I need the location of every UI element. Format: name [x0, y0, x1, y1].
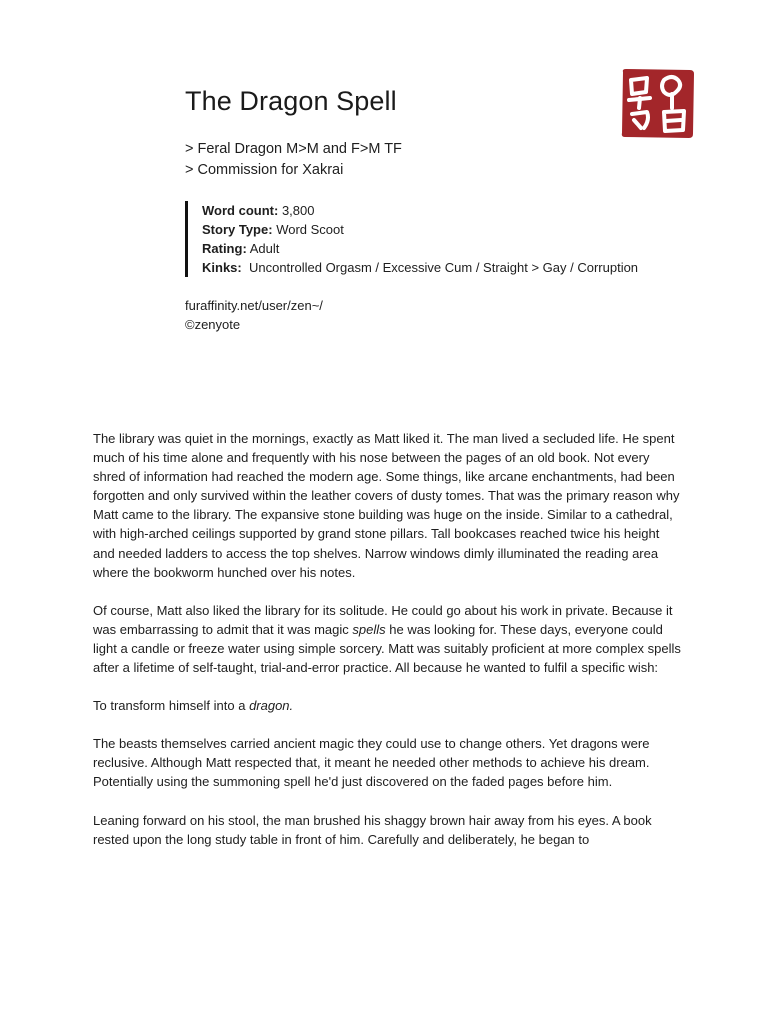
story-type-row	[202, 220, 638, 239]
paragraph-2-text-b: he was looking for. These days, everyone could light a candle or freeze water using simple sorcery. Matt was suitably proficient at more complex spells after a lifetime of self-taught, trial-and-error practice. All because he wanted to fulfil a specific wish:	[93, 621, 681, 676]
word-count-label: Word count:	[202, 203, 279, 218]
paragraph-3	[93, 696, 683, 715]
paragraph-3-emphasis: dragon.	[249, 698, 294, 714]
page-title: The Dragon Spell	[185, 86, 397, 116]
rating-label: Rating:	[202, 241, 247, 256]
paragraph-3-text: To transform himself into a	[93, 698, 250, 714]
kinks-row	[202, 258, 638, 277]
copyright-notice: ©zenyote	[185, 317, 241, 332]
kinks-label: Kinks:	[202, 260, 242, 275]
rating-row	[202, 239, 638, 258]
subtitle-line-1: > Feral Dragon M>M and F>M TF	[185, 141, 402, 157]
paragraph-5: Leaning forward on his stool, the man brushed his shaggy brown hair away from his eyes. A book rested upon the long study table in front of him. Carefully and deliberately, he began to	[93, 812, 652, 847]
story-body	[93, 429, 683, 868]
story-type-value: Word Scoot	[276, 222, 344, 237]
paragraph-2-emphasis: spells	[352, 621, 386, 637]
word-count-row	[202, 201, 638, 220]
subtitle-line-2: > Commission for Xakrai	[185, 162, 344, 178]
kinks-value: Uncontrolled Orgasm / Excessive Cum / Straight > Gay / Corruption	[248, 260, 639, 275]
subtitle-block	[185, 139, 402, 181]
paragraph-2-text-a: Of course, Matt also liked the library for its solitude. He could go about his work in private. Because it was embarrassing to admit that it was magic	[93, 602, 673, 637]
paragraph-1: The library was quiet in the mornings, exactly as Matt liked it. The man lived a secluded life. He spent much of his time alone and frequently with his nose between the pages of an old book. Not every shred of information had reached the modern age. Some things, like arcane enchantments, had been forgotten and only survived within the leather covers of dusty tomes. That was the primary reason why Matt came to the library. The expansive stone building was huge on the inside. Similar to a cathedral, with high-arched ceilings supported by grand stone pillars. Tall bookcases reached twice his height and needed ladders to access the top shelves. Narrow windows dimly illuminated the reading area where the bookworm hunched over his notes.	[93, 431, 680, 580]
seal-stamp-icon	[620, 68, 695, 139]
story-metadata	[185, 201, 638, 277]
rating-value: Adult	[249, 241, 280, 256]
credit-block	[185, 296, 323, 334]
story-type-label: Story Type:	[202, 222, 273, 237]
paragraph-2	[93, 601, 683, 677]
author-url: furaffinity.net/user/zen~/	[185, 298, 323, 313]
word-count-value: 3,800	[281, 203, 315, 218]
paragraph-4: The beasts themselves carried ancient magic they could use to change others. Yet dragons were reclusive. Although Matt respected that, it meant he needed other methods to achieve his dream. Potentially using the summoning spell he'd just discovered on the faded pages before him.	[93, 736, 650, 790]
